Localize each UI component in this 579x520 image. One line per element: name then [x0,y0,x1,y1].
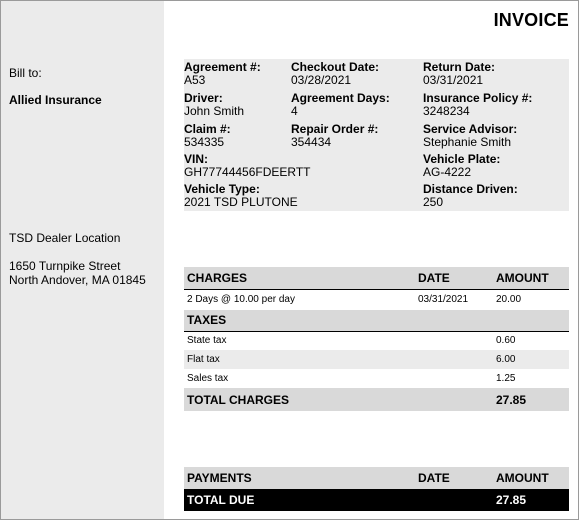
charge-row [184,289,569,310]
bill-to-label: Bill to: [9,66,42,80]
insurance-policy-value: 3248234 [423,104,470,118]
tax-row [184,331,569,350]
service-advisor-field [423,123,517,148]
distance-driven-field [423,183,518,208]
return-date-value: 03/31/2021 [423,73,484,87]
return-date-label: Return Date: [423,60,496,74]
driver-label: Driver: [184,91,223,105]
checkout-date-field [291,61,379,86]
tax-desc: Flat tax [184,350,415,369]
driver-value: John Smith [184,104,245,118]
dealer-city: North Andover, MA 01845 [9,273,146,287]
tax-amount: 0.60 [496,335,516,347]
service-advisor-value: Stephanie Smith [423,135,512,149]
total-charges-amount: 27.85 [493,388,569,411]
vehicle-type-field [184,183,298,208]
charge-date: 03/31/2021 [418,294,469,306]
vin-value: GH77744456FDEERTT [184,165,311,179]
distance-driven-value: 250 [423,195,444,209]
agreement-days-value: 4 [291,104,298,118]
claim-number-label: Claim #: [184,122,231,136]
taxes-header: TAXES [184,310,415,331]
driver-field [184,92,244,117]
insurance-policy-field [423,92,532,117]
claim-number-field [184,123,231,148]
bill-to-name: Allied Insurance [9,93,102,107]
agreement-info-panel [184,59,569,211]
checkout-date-value: 03/28/2021 [291,73,352,87]
vehicle-type-label: Vehicle Type: [184,182,260,196]
address-sidebar [1,1,164,519]
repair-order-field [291,123,378,148]
service-advisor-label: Service Advisor: [423,122,518,136]
charges-header-amount: AMOUNT [493,267,569,289]
tax-amount: 6.00 [493,350,569,369]
repair-order-value: 354434 [291,135,332,149]
payments-header-amount: AMOUNT [493,467,569,489]
vin-label: VIN: [184,152,208,166]
tax-row [184,350,569,369]
total-due-row [184,489,569,511]
total-charges-row [184,388,569,411]
tax-desc: Sales tax [187,373,229,384]
vehicle-plate-value: AG-4222 [423,165,472,179]
invoice-title: INVOICE [493,10,569,30]
vin-field [184,153,311,178]
charge-amount: 20.00 [496,294,522,306]
charge-desc: 2 Days @ 10.00 per day [187,294,295,306]
distance-driven-label: Distance Driven: [423,182,518,196]
vehicle-plate-field [423,153,500,178]
checkout-date-label: Checkout Date: [291,60,380,74]
vehicle-type-value: 2021 TSD PLUTONE [184,195,298,209]
repair-order-label: Repair Order #: [291,122,379,136]
vehicle-plate-label: Vehicle Plate: [423,152,501,166]
total-due-amount: 27.85 [493,489,569,511]
payments-table [184,467,569,511]
insurance-policy-label: Insurance Policy #: [423,91,533,105]
charges-header-date: DATE [415,267,493,289]
total-due-label: TOTAL DUE [184,489,415,511]
payments-header-date: DATE [415,467,493,489]
charges-header-desc: CHARGES [184,267,415,289]
agreement-days-label: Agreement Days: [291,91,390,105]
payments-header-row [184,467,569,489]
tax-amount: 1.25 [496,373,516,384]
total-charges-label: TOTAL CHARGES [184,388,415,411]
payments-header-desc: PAYMENTS [184,467,415,489]
taxes-header-row [184,310,569,331]
return-date-field [423,61,495,86]
agreement-number-value: A53 [184,73,206,87]
dealer-name: TSD Dealer Location [9,231,121,245]
charges-header-row [184,267,569,289]
tax-desc: State tax [187,335,227,347]
tax-row [184,369,569,388]
agreement-days-field [291,92,390,117]
dealer-street: 1650 Turnpike Street [9,259,121,273]
agreement-number-label: Agreement #: [184,60,261,74]
charges-table [184,267,569,411]
agreement-number-field [184,61,261,86]
claim-number-value: 534335 [184,135,225,149]
